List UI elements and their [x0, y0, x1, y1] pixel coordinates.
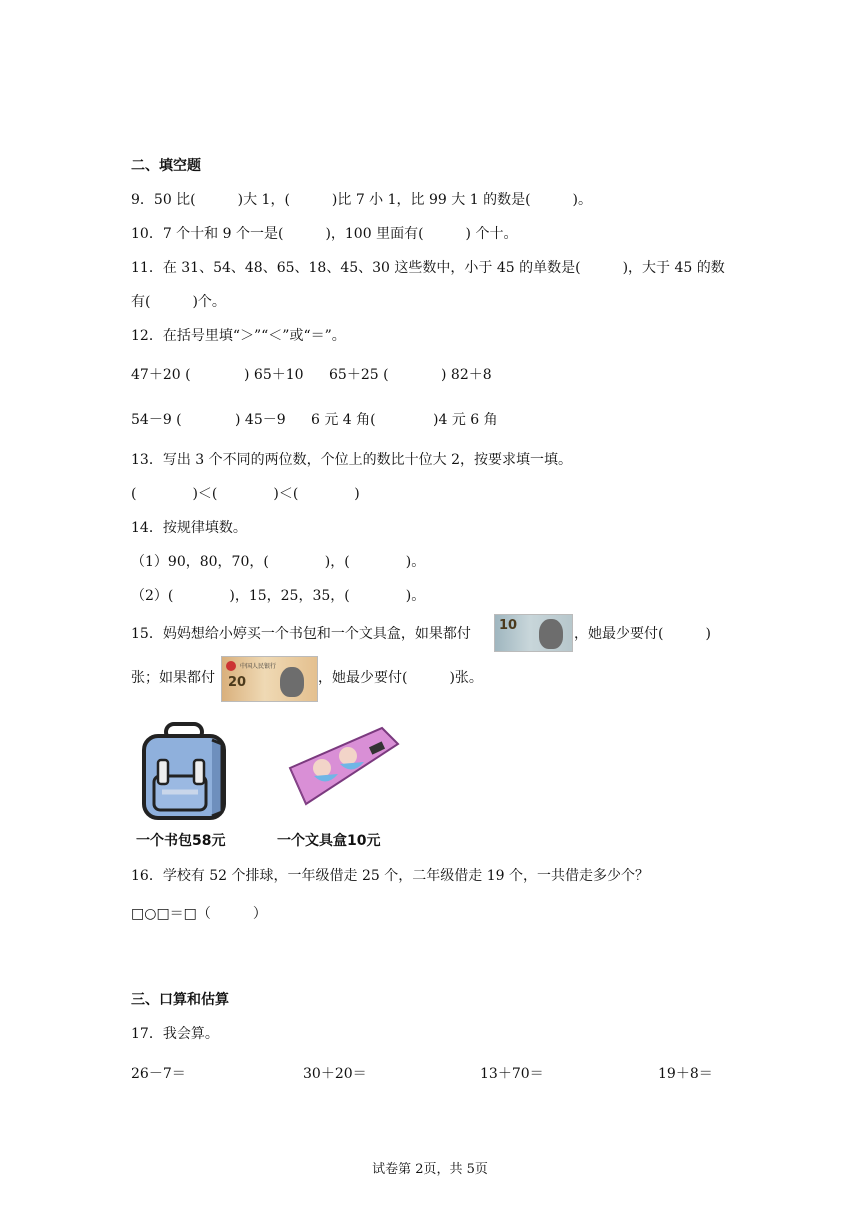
twenty-yuan-note — [221, 656, 318, 702]
page-footer: 试卷第 2页，共 5页 — [372, 1162, 488, 1177]
section-2-title: 二、填空题 — [131, 158, 201, 174]
ten-yuan-note — [494, 614, 573, 652]
compare-3-left: 54－9 ( — [131, 412, 182, 428]
compare-4-left: 6 元 4 角( — [311, 412, 376, 428]
question-9: 9．50 比( )大 1，( )比 7 小 1，比 99 大 1 的数是( )。 — [131, 192, 592, 208]
calc-item: 19＋8＝ — [658, 1066, 713, 1082]
question-16-formula: □○□＝□（ ） — [131, 906, 267, 922]
national-emblem-icon — [226, 661, 236, 671]
section-3-title: 三、口算和估算 — [131, 992, 229, 1008]
question-14-part-1: （1）90，80，70，( )，( )。 — [131, 554, 426, 570]
backpack-picture — [138, 722, 230, 822]
question-14-part-2: （2）( )，15，25，35，( )。 — [131, 588, 426, 604]
note-20-header: 中国人民银行 — [240, 663, 277, 670]
question-17: 17．我会算。 — [131, 1026, 219, 1042]
question-16: 16．学校有 52 个排球，一年级借走 25 个，二年级借走 19 个，一共借走多少个？ — [131, 868, 649, 884]
compare-3-right: ) 45－9 — [235, 412, 286, 428]
compare-1-right: ) 65＋10 — [244, 367, 304, 383]
backpack-caption: 一个书包58元 — [136, 833, 226, 849]
portrait-icon — [539, 619, 563, 649]
question-15-part-1: 15．妈妈想给小婷买一个书包和一个文具盒，如果都付 — [131, 626, 471, 642]
question-15-part-3: 张；如果都付 — [131, 670, 215, 686]
question-13: 13．写出 3 个不同的两位数，个位上的数比十位大 2，按要求填一填。 — [131, 452, 572, 468]
pencil-box-picture — [286, 724, 400, 808]
pencil-box-caption: 一个文具盒10元 — [277, 833, 381, 849]
question-11-line-2: 有( )个。 — [131, 294, 226, 310]
note-20-label: 20 — [228, 675, 247, 690]
question-15-part-2: ，她最少要付( ) — [574, 626, 711, 642]
question-11-line-1: 11．在 31、54、48、65、18、45、30 这些数中，小于 45 的单数是( )，大于 45 的数 — [131, 260, 725, 276]
question-12: 12．在括号里填“＞”“＜”或“＝”。 — [131, 328, 346, 344]
calc-item: 13＋70＝ — [480, 1066, 544, 1082]
question-15-part-4: ，她最少要付( )张。 — [318, 670, 483, 686]
question-10: 10．7 个十和 9 个一是( )，100 里面有( ) 个十。 — [131, 226, 518, 242]
compare-2-right: ) 82＋8 — [441, 367, 492, 383]
compare-4-right: )4 元 6 角 — [433, 412, 498, 428]
compare-2-left: 65＋25 ( — [329, 367, 389, 383]
question-14: 14．按规律填数。 — [131, 520, 247, 536]
compare-1-left: 47＋20 ( — [131, 367, 191, 383]
calc-item: 26－7＝ — [131, 1066, 186, 1082]
question-13-answer-line: ( )＜( )＜( ) — [131, 486, 360, 502]
portrait-icon — [280, 667, 304, 697]
calc-item: 30＋20＝ — [303, 1066, 367, 1082]
note-10-label: 10 — [499, 618, 518, 633]
